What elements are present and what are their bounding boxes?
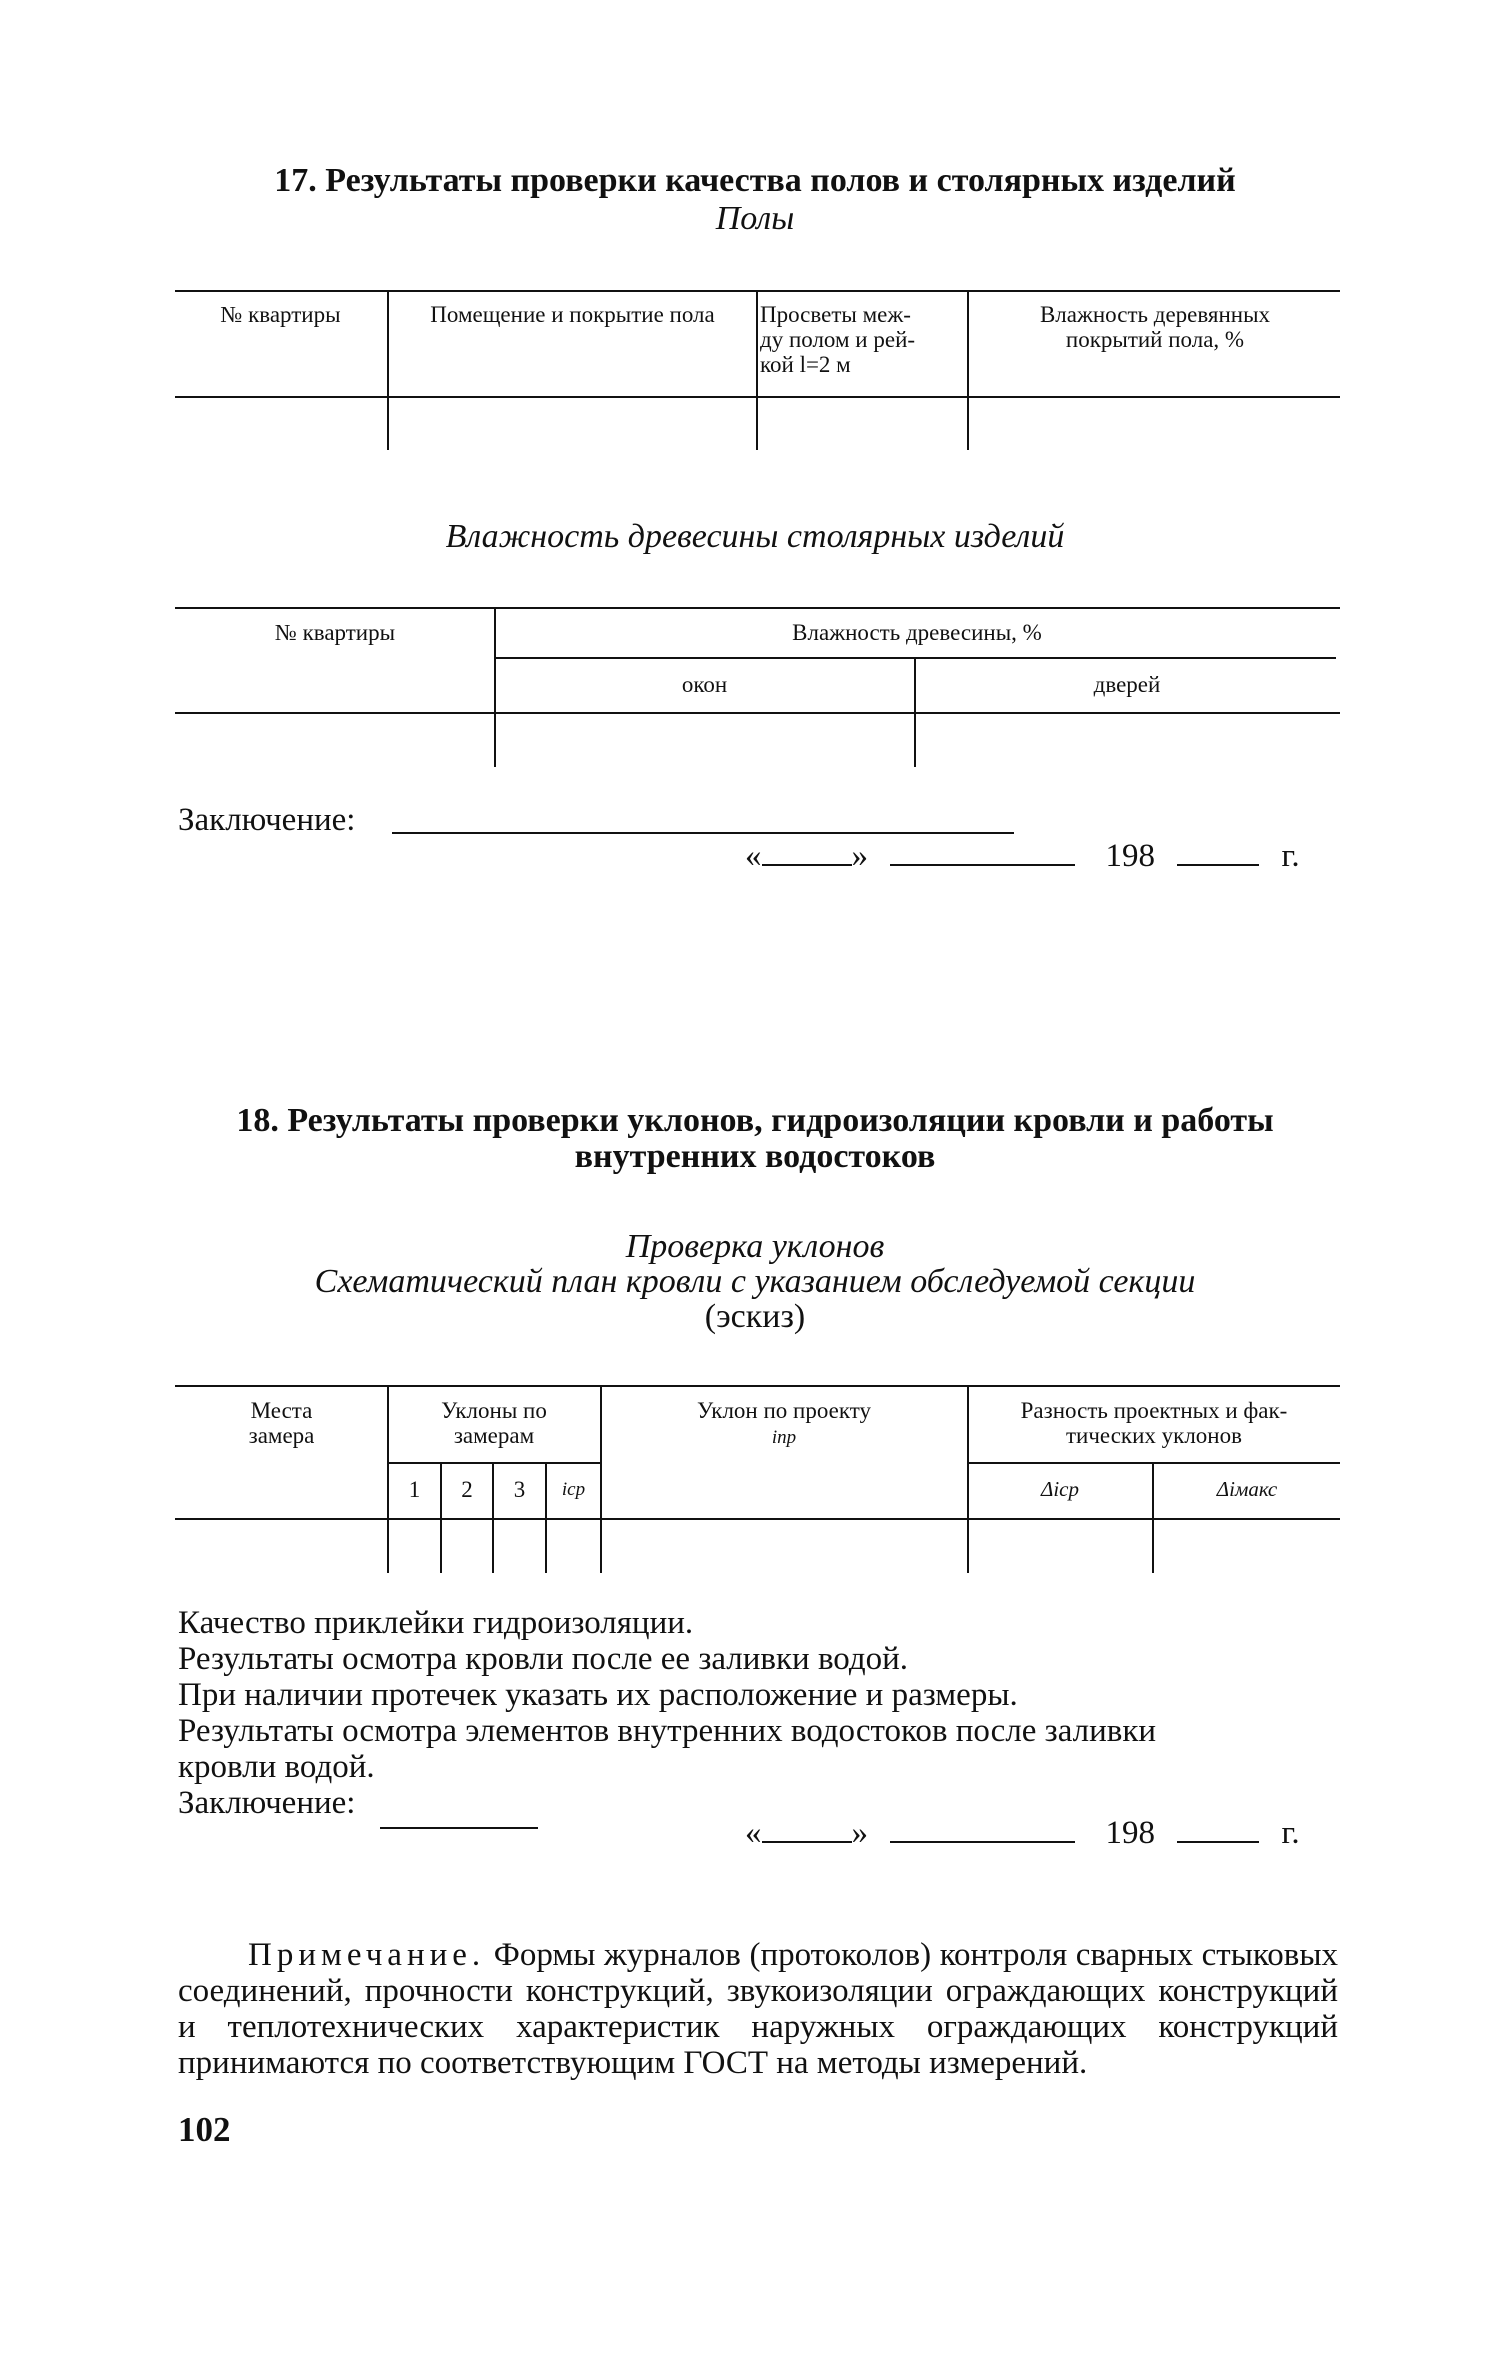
floors-header-apartment: № квартиры xyxy=(220,302,341,327)
wood-header-doors: дверей xyxy=(1093,672,1161,697)
slope-header-places: Места замера xyxy=(248,1398,315,1448)
slope-subheader-1: 1 xyxy=(408,1477,421,1502)
date-17-open: « xyxy=(745,838,762,874)
floors-header-room: Помещение и покрытие пола xyxy=(430,302,715,327)
wood-subtitle: Влажность древесины столярных изделий xyxy=(445,518,1065,555)
date-17 xyxy=(745,838,1300,874)
slope-subheader-delta-avg: Δiср xyxy=(1041,1477,1079,1501)
roof-plan-subtitle: Схематический план кровли с указанием обследуемой секции xyxy=(314,1263,1196,1300)
line-leaks: При наличии протечек указать их расположение и размеры. xyxy=(178,1677,1018,1713)
slope-subheader-3: 3 xyxy=(513,1477,526,1502)
line-drains: Результаты осмотра элементов внутренних водостоков после заливки xyxy=(178,1713,1157,1749)
section-17-title: 17. Результаты проверки качества полов и столярных изделий xyxy=(274,162,1236,199)
slope-header-design-symbol: iпр xyxy=(771,1427,797,1448)
page-number: 102 xyxy=(178,2110,231,2149)
footnote xyxy=(178,1937,1338,2081)
date-17-suffix: г. xyxy=(1281,838,1300,874)
conclusion-17-label: Заключение: xyxy=(178,802,356,838)
footnote-label: Примечание. xyxy=(248,1937,486,1973)
conclusion-18-line xyxy=(380,1827,538,1829)
slope-subheader-delta-max: Δiмакс xyxy=(1216,1477,1278,1501)
date-18 xyxy=(745,1815,1300,1851)
wood-header-apartment: № квартиры xyxy=(274,620,396,645)
conclusion-17-line xyxy=(392,832,1014,834)
slope-subheader-iavg: iср xyxy=(561,1479,586,1500)
floors-subtitle: Полы xyxy=(715,200,795,237)
date-17-close: » xyxy=(851,838,868,874)
section-18-title-line1: 18. Результаты проверки уклонов, гидроизоляции кровли и работы xyxy=(236,1102,1274,1139)
conclusion-18-label: Заключение: xyxy=(178,1785,356,1821)
section-18-title-line2: внутренних водостоков xyxy=(574,1138,936,1175)
sketch-note: (эскиз) xyxy=(704,1298,806,1335)
date-18-year: 198 xyxy=(1105,1815,1155,1851)
floors-header-gaps: Просветы меж- ду полом и рей- кой l=2 м xyxy=(760,302,916,377)
line-waterproofing: Качество приклейки гидроизоляции. xyxy=(178,1605,694,1641)
wood-header-moisture: Влажность древесины, % xyxy=(792,620,1042,645)
date-18-suffix: г. xyxy=(1281,1815,1300,1851)
wood-header-windows: окон xyxy=(681,672,728,697)
slope-header-measured: Уклоны по замерам xyxy=(441,1398,547,1448)
slope-subtitle: Проверка уклонов xyxy=(625,1228,885,1265)
date-17-year: 198 xyxy=(1105,838,1155,874)
floors-header-moisture: Влажность деревянных покрытий пола, % xyxy=(1039,302,1271,352)
line-drains-cont: кровли водой. xyxy=(178,1749,375,1785)
slope-header-difference: Разность проектных и фак- тических уклонов xyxy=(1020,1398,1288,1448)
slope-header-design: Уклон по проекту xyxy=(697,1398,871,1423)
slope-subheader-2: 2 xyxy=(461,1477,473,1502)
footnote-text: Формы журналов (протоколов) контроля сварных стыковых соединений, прочности конструкций, звукоизоляции ограждающих конструкций и теплотехнических характеристик наружных ограждающих конструкций принимаются по соответствующим ГОСТ на методы измерений. xyxy=(178,1937,1338,2081)
line-roof-inspection: Результаты осмотра кровли после ее заливки водой. xyxy=(178,1641,909,1677)
date-18-open: « xyxy=(745,1815,762,1851)
date-18-close: » xyxy=(851,1815,868,1851)
